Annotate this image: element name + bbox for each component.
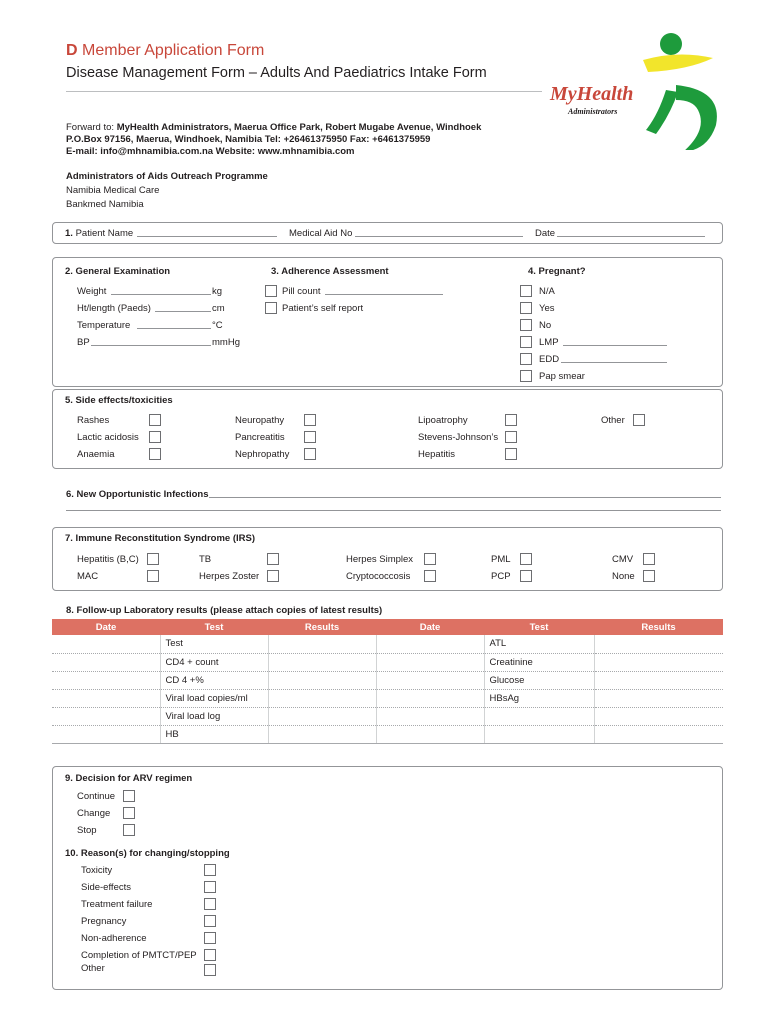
lactic-acidosis-checkbox[interactable]: [149, 431, 161, 443]
test-cell: [484, 725, 594, 743]
date-label: Date: [535, 228, 556, 239]
pill-count-field[interactable]: [325, 286, 443, 295]
result-cell[interactable]: [268, 689, 376, 707]
bp-label: BP: [77, 337, 90, 348]
irs-mac-checkbox[interactable]: [147, 570, 159, 582]
programme-heading: Administrators of Aids Outreach Programme: [66, 171, 268, 182]
irs-none-label: None: [612, 571, 635, 582]
reason-other-label: Other: [81, 963, 105, 974]
rashes-label: Rashes: [77, 415, 110, 426]
change-label: Change: [77, 808, 111, 819]
stevens-johnsons-checkbox[interactable]: [505, 431, 517, 443]
hepatitis-label: Hepatitis: [418, 449, 455, 460]
title-divider: [66, 91, 542, 92]
reason-other-checkbox[interactable]: [204, 964, 216, 976]
section2-heading: 2. General Examination: [65, 266, 171, 277]
date-cell[interactable]: [52, 635, 160, 653]
column-date: Date: [52, 619, 160, 635]
patient-details-box: [52, 222, 723, 244]
forward-to-label: Forward to:: [66, 122, 117, 133]
patient-name-text: Patient Name: [75, 228, 134, 239]
pregnant-yes-checkbox[interactable]: [520, 302, 532, 314]
test-cell: HB: [160, 725, 268, 743]
irs-pcp-label: PCP: [491, 571, 511, 582]
irs-cmv-label: CMV: [612, 554, 634, 565]
irs-pml-checkbox[interactable]: [520, 553, 532, 565]
edd-field[interactable]: [561, 354, 667, 363]
section6-heading: 6. New Opportunistic Infections: [66, 489, 209, 500]
pmtct-pep-label: Completion of PMTCT/PEP: [81, 950, 197, 961]
neuropathy-checkbox[interactable]: [304, 414, 316, 426]
side-effects-checkbox[interactable]: [204, 881, 216, 893]
weight-field[interactable]: [111, 286, 211, 295]
irs-herpes-simplex-checkbox[interactable]: [424, 553, 436, 565]
stop-checkbox[interactable]: [123, 824, 135, 836]
irs-box: [52, 527, 723, 591]
pap-smear-label: Pap smear: [539, 371, 585, 382]
section5-heading: 5. Side effects/toxicities: [65, 395, 173, 406]
result-cell[interactable]: [594, 635, 723, 653]
other-checkbox[interactable]: [633, 414, 645, 426]
pregnant-na-label: N/A: [539, 286, 555, 297]
section10-heading: 10. Reason(s) for changing/stopping: [65, 848, 230, 859]
stop-label: Stop: [77, 825, 97, 836]
irs-herpes-simplex-label: Herpes Simplex: [346, 554, 414, 565]
opportunistic-infections-field-2[interactable]: [66, 502, 721, 511]
side-effects-box: [52, 389, 723, 469]
treatment-failure-checkbox[interactable]: [204, 898, 216, 910]
lab-results-table: [52, 619, 723, 744]
result-cell[interactable]: [594, 689, 723, 707]
programme-block: [66, 170, 268, 212]
edd-label: EDD: [539, 354, 560, 365]
logo-wordmark: MyHealth: [550, 83, 634, 105]
date-cell[interactable]: [52, 653, 160, 671]
irs-tb-checkbox[interactable]: [267, 553, 279, 565]
date-cell[interactable]: [52, 707, 160, 725]
pregnancy-label: Pregnancy: [81, 916, 127, 927]
date-cell[interactable]: [376, 635, 484, 653]
table-row: [52, 653, 723, 671]
treatment-failure-label: Treatment failure: [81, 899, 153, 910]
lmp-checkbox[interactable]: [520, 336, 532, 348]
section9-heading: 9. Decision for ARV regimen: [65, 773, 193, 784]
address-line-3: E-mail: info@mhnamibia.com.na Website: www.mhnamibia.com: [66, 146, 355, 157]
irs-pml-label: PML: [491, 554, 511, 565]
pregnancy-checkbox[interactable]: [204, 915, 216, 927]
non-adherence-checkbox[interactable]: [204, 932, 216, 944]
title-text: Member Application Form: [82, 42, 265, 59]
test-cell: Glucose: [484, 671, 594, 689]
weight-unit: kg: [212, 286, 223, 297]
rashes-checkbox[interactable]: [149, 414, 161, 426]
anaemia-label: Anaemia: [77, 449, 115, 460]
irs-cmv-checkbox[interactable]: [643, 553, 655, 565]
result-cell[interactable]: [594, 725, 723, 743]
lipoatrophy-checkbox[interactable]: [505, 414, 517, 426]
title-prefix: D: [66, 42, 78, 59]
side-effects-label: Side-effects: [81, 882, 131, 893]
lmp-label: LMP: [539, 337, 559, 348]
temperature-field[interactable]: [137, 320, 211, 329]
column-results: Results: [268, 619, 376, 635]
opportunistic-infections-section: [52, 484, 723, 524]
irs-hepatitis-checkbox[interactable]: [147, 553, 159, 565]
temperature-unit: °C: [212, 320, 223, 331]
continue-checkbox[interactable]: [123, 790, 135, 802]
other-label: Other: [601, 415, 625, 426]
form-subtitle: Disease Management Form – Adults And Paediatrics Intake Form: [66, 65, 487, 81]
bp-field[interactable]: [91, 337, 211, 346]
self-report-checkbox[interactable]: [265, 302, 277, 314]
stevens-johnsons-label: Stevens-Johnson’s: [418, 432, 499, 443]
table-row: [52, 707, 723, 725]
result-cell[interactable]: [268, 725, 376, 743]
opportunistic-infections-field-1[interactable]: [209, 489, 721, 498]
result-cell[interactable]: [594, 707, 723, 725]
test-cell: Creatinine: [484, 653, 594, 671]
pancreatitis-checkbox[interactable]: [304, 431, 316, 443]
date-cell[interactable]: [376, 671, 484, 689]
irs-herpes-zoster-checkbox[interactable]: [267, 570, 279, 582]
address-block: [66, 122, 481, 158]
result-cell[interactable]: [268, 671, 376, 689]
lactic-acidosis-label: Lactic acidosis: [77, 432, 139, 443]
test-cell: CD 4 +%: [160, 671, 268, 689]
date-cell[interactable]: [376, 725, 484, 743]
toxicity-checkbox[interactable]: [204, 864, 216, 876]
medical-aid-field[interactable]: [355, 228, 523, 237]
height-field[interactable]: [155, 303, 211, 312]
table-row: [52, 671, 723, 689]
test-cell: [484, 707, 594, 725]
irs-herpes-zoster-label: Herpes Zoster: [199, 571, 260, 582]
lab-table-header: [52, 619, 723, 635]
patient-name-field[interactable]: [137, 228, 277, 237]
irs-cryptococcosis-checkbox[interactable]: [424, 570, 436, 582]
section4-heading: 4. Pregnant?: [528, 266, 586, 277]
result-cell[interactable]: [268, 635, 376, 653]
temperature-label: Temperature: [77, 320, 131, 331]
column-test-2: Test: [484, 619, 594, 635]
date-cell[interactable]: [52, 671, 160, 689]
date-cell[interactable]: [52, 725, 160, 743]
nephropathy-checkbox[interactable]: [304, 448, 316, 460]
test-cell: Viral load log: [160, 707, 268, 725]
patient-name-label: [65, 228, 133, 239]
pill-count-label: Pill count: [282, 286, 321, 297]
result-cell[interactable]: [594, 653, 723, 671]
logo-subtext: Administrators: [568, 107, 618, 116]
examination-box: [52, 257, 723, 387]
pregnant-no-label: No: [539, 320, 552, 331]
pregnant-na-checkbox[interactable]: [520, 285, 532, 297]
irs-pcp-checkbox[interactable]: [520, 570, 532, 582]
neuropathy-label: Neuropathy: [235, 415, 285, 426]
irs-cryptococcosis-label: Cryptococcosis: [346, 571, 411, 582]
programme-item: Namibia Medical Care: [66, 185, 160, 196]
column-results-2: Results: [594, 619, 723, 635]
toxicity-label: Toxicity: [81, 865, 113, 876]
nephropathy-label: Nephropathy: [235, 449, 290, 460]
pill-count-checkbox[interactable]: [265, 285, 277, 297]
column-test: Test: [160, 619, 268, 635]
address-line-1: MyHealth Administrators, Maerua Office Park, Robert Mugabe Avenue, Windhoek: [116, 122, 482, 133]
test-cell: Viral load copies/ml: [160, 689, 268, 707]
date-cell[interactable]: [376, 689, 484, 707]
self-report-label: Patient’s self report: [282, 303, 364, 314]
date-cell[interactable]: [52, 689, 160, 707]
continue-label: Continue: [77, 791, 116, 802]
result-cell[interactable]: [594, 671, 723, 689]
hepatitis-checkbox[interactable]: [505, 448, 517, 460]
result-cell[interactable]: [268, 653, 376, 671]
result-cell[interactable]: [268, 707, 376, 725]
date-field[interactable]: [557, 228, 705, 237]
pap-smear-checkbox[interactable]: [520, 370, 532, 382]
height-unit: cm: [212, 303, 225, 314]
pancreatitis-label: Pancreatitis: [235, 432, 285, 443]
height-label: Ht/length (Paeds): [77, 303, 151, 314]
irs-none-checkbox[interactable]: [643, 570, 655, 582]
table-row: [52, 725, 723, 743]
bp-unit: mmHg: [212, 337, 240, 348]
myhealth-logo: [548, 30, 728, 150]
address-line-2: P.O.Box 97156, Maerua, Windhoek, Namibia Tel: +26461375950 Fax: +6461375959: [66, 134, 431, 145]
pregnant-yes-label: Yes: [539, 303, 555, 314]
programme-item: Bankmed Namibia: [66, 199, 144, 210]
irs-mac-label: MAC: [77, 571, 99, 582]
irs-tb-label: TB: [199, 554, 212, 565]
test-cell: ATL: [484, 635, 594, 653]
date-cell[interactable]: [376, 653, 484, 671]
test-cell: Test: [160, 635, 268, 653]
non-adherence-label: Non-adherence: [81, 933, 147, 944]
test-cell: CD4 + count: [160, 653, 268, 671]
date-cell[interactable]: [376, 707, 484, 725]
test-cell: HBsAg: [484, 689, 594, 707]
weight-label: Weight: [77, 286, 107, 297]
lipoatrophy-label: Lipoatrophy: [418, 415, 468, 426]
column-date-2: Date: [376, 619, 484, 635]
medical-aid-label: Medical Aid No: [289, 228, 353, 239]
table-row: [52, 689, 723, 707]
change-checkbox[interactable]: [123, 807, 135, 819]
section8-heading: 8. Follow-up Laboratory results (please attach copies of latest results): [66, 605, 383, 616]
section-number: 1.: [65, 228, 73, 239]
pregnant-no-checkbox[interactable]: [520, 319, 532, 331]
section7-heading: 7. Immune Reconstitution Syndrome (IRS): [65, 533, 256, 544]
edd-checkbox[interactable]: [520, 353, 532, 365]
anaemia-checkbox[interactable]: [149, 448, 161, 460]
lmp-field[interactable]: [563, 337, 667, 346]
section3-heading: 3. Adherence Assessment: [271, 266, 389, 277]
pmtct-pep-checkbox[interactable]: [204, 949, 216, 961]
table-row: [52, 635, 723, 653]
irs-hepatitis-label: Hepatitis (B,C): [77, 554, 139, 565]
form-title: [66, 42, 264, 60]
arv-decision-box: [52, 766, 723, 990]
